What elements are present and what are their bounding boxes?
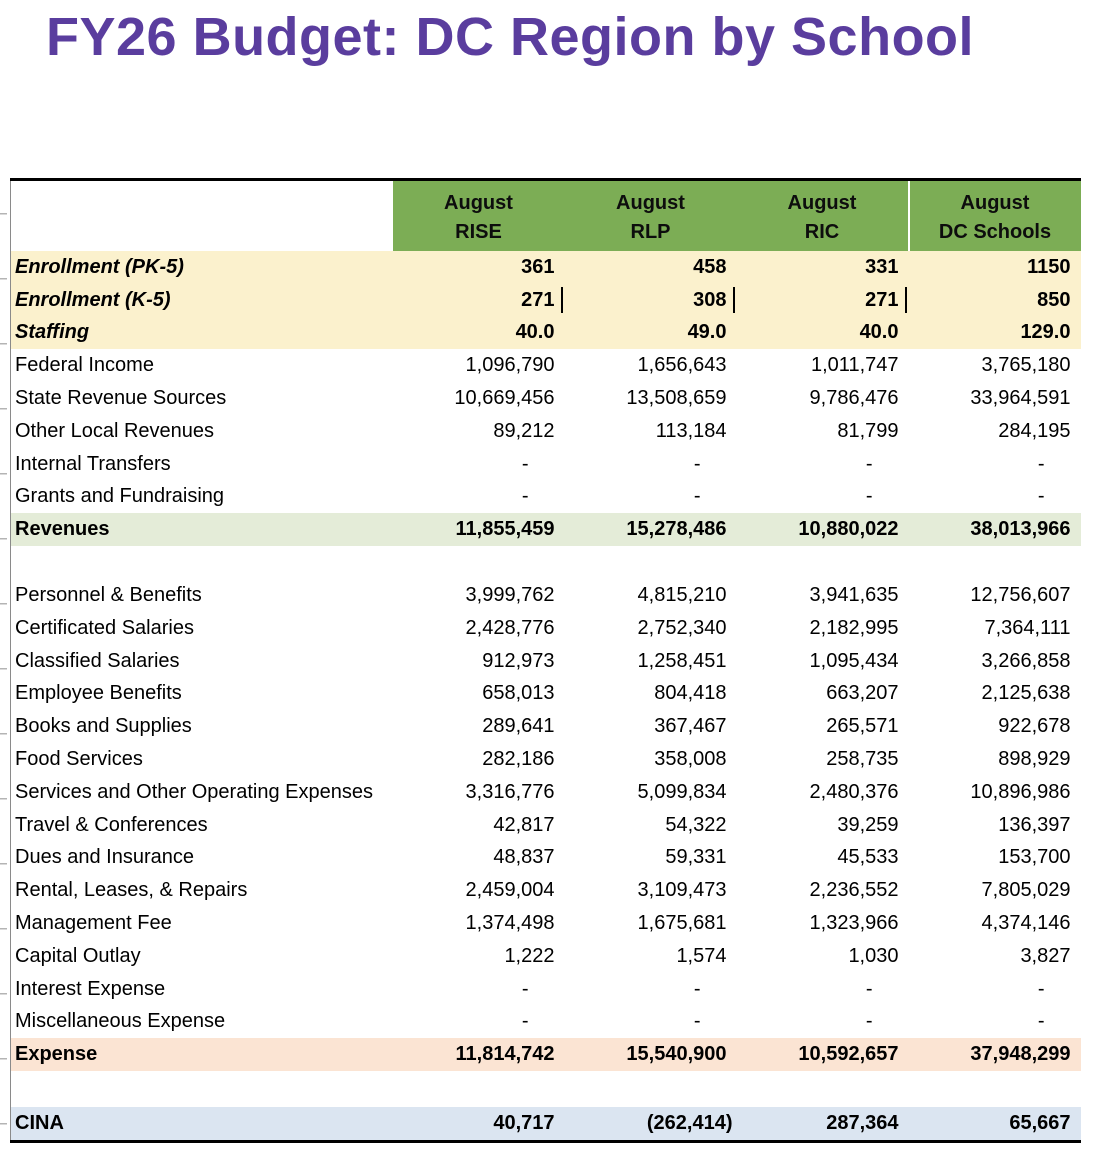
value-cell[interactable]: 2,182,995 bbox=[809, 616, 899, 639]
value-cell[interactable]: 367,467 bbox=[654, 715, 727, 738]
row-label[interactable]: Enrollment (K-5) bbox=[11, 284, 393, 317]
value-cell[interactable]: 45,533 bbox=[837, 846, 899, 869]
row-label[interactable]: Certificated Salaries bbox=[15, 616, 194, 639]
value-cell[interactable]: 89,212 bbox=[493, 419, 555, 442]
header-cell-rlp[interactable] bbox=[565, 180, 737, 252]
row-label[interactable]: Travel & Conferences bbox=[15, 813, 208, 836]
value-cell[interactable]: 1150 bbox=[909, 251, 1081, 284]
header-cell-ric[interactable] bbox=[737, 180, 909, 252]
value-cell[interactable]: - bbox=[865, 977, 873, 1000]
value-cell[interactable]: 898,929 bbox=[998, 748, 1071, 771]
value-cell[interactable] bbox=[393, 284, 565, 317]
row-grants-and-fundraising bbox=[11, 481, 1081, 514]
row-label[interactable]: Expense bbox=[11, 1038, 393, 1071]
header-period: August bbox=[444, 191, 513, 214]
row-dues-and-insurance bbox=[11, 842, 1081, 875]
row-label[interactable]: Dues and Insurance bbox=[15, 846, 195, 869]
row-cina bbox=[11, 1107, 1081, 1141]
value-cell[interactable]: 850 bbox=[909, 284, 1081, 317]
row-state-revenue-sources bbox=[11, 382, 1081, 415]
row-books-and-supplies bbox=[11, 710, 1081, 743]
header-row bbox=[11, 180, 1081, 252]
value-cell[interactable]: 7,364,111 bbox=[984, 616, 1071, 639]
row-enrollment-pk5 bbox=[11, 251, 1081, 284]
value-cell[interactable]: 59,331 bbox=[665, 846, 727, 869]
row-management-fee bbox=[11, 907, 1081, 940]
value-cell[interactable]: 40,717 bbox=[393, 1107, 565, 1141]
value-cell[interactable]: 3,316,776 bbox=[465, 780, 555, 803]
header-period: August bbox=[787, 191, 857, 214]
value-cell[interactable]: 15,540,900 bbox=[565, 1038, 737, 1071]
row-label[interactable]: Interest Expense bbox=[15, 977, 166, 1000]
row-label[interactable]: Services and Other Operating Expenses bbox=[15, 780, 373, 803]
value-cell[interactable]: 3,109,473 bbox=[637, 879, 727, 902]
row-other-local-revenues bbox=[11, 415, 1081, 448]
row-label[interactable]: Rental, Leases, & Repairs bbox=[15, 879, 248, 902]
value-cell[interactable]: 358,008 bbox=[654, 748, 727, 771]
row-label[interactable]: Books and Supplies bbox=[15, 715, 192, 738]
value-cell[interactable]: - bbox=[1037, 1010, 1045, 1033]
header-cell-rise[interactable] bbox=[393, 180, 565, 252]
value-cell[interactable]: - bbox=[1037, 485, 1045, 508]
value-cell[interactable]: - bbox=[1037, 452, 1045, 475]
value-cell[interactable]: 54,322 bbox=[665, 813, 727, 836]
value-cell[interactable]: - bbox=[865, 485, 873, 508]
value-cell[interactable]: 12,756,607 bbox=[970, 584, 1071, 607]
value-cell[interactable]: 40.0 bbox=[737, 317, 909, 350]
value-cell[interactable]: 5,099,834 bbox=[637, 780, 727, 803]
row-enrollment-k5 bbox=[11, 284, 1081, 317]
value-cell[interactable]: 922,678 bbox=[998, 715, 1071, 738]
value-cell[interactable]: - bbox=[521, 452, 529, 475]
value-cell[interactable]: - bbox=[693, 1010, 701, 1033]
budget-table bbox=[10, 178, 1081, 1143]
row-label[interactable]: State Revenue Sources bbox=[15, 387, 227, 410]
row-label[interactable]: Personnel & Benefits bbox=[15, 584, 202, 607]
row-label[interactable]: CINA bbox=[11, 1107, 393, 1141]
value-cell[interactable]: 361 bbox=[393, 251, 565, 284]
spacer-row bbox=[11, 546, 1081, 579]
value-cell[interactable]: 37,948,299 bbox=[909, 1038, 1081, 1071]
value-cell[interactable]: - bbox=[693, 452, 701, 475]
row-label[interactable]: Capital Outlay bbox=[15, 944, 141, 967]
value-cell[interactable]: 912,973 bbox=[482, 649, 555, 672]
cell-cursor-bar bbox=[905, 287, 907, 313]
row-label[interactable]: Grants and Fundraising bbox=[15, 485, 225, 508]
row-employee-benefits bbox=[11, 678, 1081, 711]
value-cell[interactable]: 4,815,210 bbox=[637, 584, 727, 607]
value-cell[interactable]: 7,805,029 bbox=[981, 879, 1071, 902]
row-label[interactable]: Food Services bbox=[15, 748, 143, 771]
cell-cursor-bar bbox=[733, 287, 735, 313]
value-cell[interactable]: 40.0 bbox=[393, 317, 565, 350]
row-label[interactable]: Other Local Revenues bbox=[15, 419, 215, 442]
value-cell[interactable]: 11,855,459 bbox=[393, 513, 565, 546]
value-cell[interactable]: 3,999,762 bbox=[465, 584, 555, 607]
value-cell[interactable]: (262,414) bbox=[565, 1107, 737, 1141]
value-cell[interactable]: - bbox=[693, 977, 701, 1000]
row-federal-income bbox=[11, 349, 1081, 382]
value-cell[interactable]: 1,095,434 bbox=[809, 649, 899, 672]
value-cell[interactable]: 287,364 bbox=[737, 1107, 909, 1141]
header-period: August bbox=[960, 191, 1030, 214]
value-cell[interactable]: 663,207 bbox=[826, 682, 899, 705]
value-cell[interactable]: 4,374,146 bbox=[981, 912, 1071, 935]
value-cell[interactable]: 289,641 bbox=[482, 715, 555, 738]
value-cell[interactable]: 458 bbox=[565, 251, 737, 284]
value-cell[interactable]: 1,323,966 bbox=[809, 912, 899, 935]
row-food-services bbox=[11, 743, 1081, 776]
value-cell[interactable]: 129.0 bbox=[909, 317, 1081, 350]
value-cell[interactable]: 1,374,498 bbox=[465, 912, 555, 935]
value-cell[interactable]: 65,667 bbox=[909, 1107, 1081, 1141]
value-cell[interactable]: 1,574 bbox=[676, 944, 727, 967]
row-interest-expense bbox=[11, 973, 1081, 1006]
value-cell[interactable]: - bbox=[521, 485, 529, 508]
value-cell[interactable]: 258,735 bbox=[826, 748, 899, 771]
row-services-other-operating bbox=[11, 776, 1081, 809]
value-cell[interactable]: 48,837 bbox=[493, 846, 555, 869]
value-cell[interactable]: 1,096,790 bbox=[465, 354, 555, 377]
row-label[interactable]: Internal Transfers bbox=[15, 452, 171, 475]
row-revenues-total bbox=[11, 513, 1081, 546]
value-cell[interactable]: - bbox=[865, 1010, 873, 1033]
header-school: DC Schools bbox=[938, 220, 1052, 243]
page-title: FY26 Budget: DC Region by School bbox=[46, 7, 975, 67]
value-cell[interactable]: - bbox=[693, 485, 701, 508]
value-cell[interactable]: 804,418 bbox=[654, 682, 727, 705]
value-cell[interactable]: 2,480,376 bbox=[809, 780, 899, 803]
value-cell[interactable]: - bbox=[865, 452, 873, 475]
header-school: RLP bbox=[630, 220, 671, 243]
value-cell[interactable]: 2,752,340 bbox=[637, 616, 727, 639]
header-period: August bbox=[616, 191, 685, 214]
row-miscellaneous-expense bbox=[11, 1006, 1081, 1039]
value-cell[interactable]: 42,817 bbox=[493, 813, 555, 836]
value-cell[interactable]: 284,195 bbox=[998, 419, 1071, 442]
value-cell[interactable]: - bbox=[1037, 977, 1045, 1000]
value-cell[interactable]: 38,013,966 bbox=[909, 513, 1081, 546]
row-internal-transfers bbox=[11, 448, 1081, 481]
row-certificated-salaries bbox=[11, 612, 1081, 645]
value-cell[interactable]: 9,786,476 bbox=[809, 387, 899, 410]
value-cell[interactable]: 153,700 bbox=[998, 846, 1071, 869]
value-cell[interactable]: - bbox=[521, 1010, 529, 1033]
header-school: RISE bbox=[455, 220, 502, 243]
value-cell[interactable]: 1,258,451 bbox=[637, 649, 727, 672]
value-cell[interactable]: 265,571 bbox=[826, 715, 899, 738]
value-cell[interactable]: 331 bbox=[737, 251, 909, 284]
value-cell[interactable]: 81,799 bbox=[837, 419, 899, 442]
cell-cursor-bar bbox=[561, 287, 563, 313]
header-cell-blank[interactable] bbox=[11, 180, 393, 252]
header-school: RIC bbox=[804, 220, 840, 243]
value-cell[interactable]: 10,880,022 bbox=[737, 513, 909, 546]
value-cell[interactable]: 2,459,004 bbox=[465, 879, 555, 902]
cell-value: 271 bbox=[521, 288, 555, 311]
cell-value: 271 bbox=[865, 288, 899, 311]
value-cell[interactable]: 13,508,659 bbox=[626, 387, 727, 410]
value-cell[interactable]: 10,896,986 bbox=[970, 780, 1071, 803]
value-cell[interactable]: 3,827 bbox=[1020, 944, 1071, 967]
value-cell[interactable]: 10,592,657 bbox=[737, 1038, 909, 1071]
row-travel-conferences bbox=[11, 809, 1081, 842]
row-personnel-benefits bbox=[11, 579, 1081, 612]
row-label[interactable]: Revenues bbox=[11, 513, 393, 546]
row-label[interactable]: Miscellaneous Expense bbox=[15, 1010, 226, 1033]
value-cell[interactable]: 113,184 bbox=[655, 419, 727, 442]
value-cell[interactable] bbox=[565, 284, 737, 317]
value-cell[interactable]: 1,011,747 bbox=[811, 354, 899, 377]
value-cell[interactable]: 1,030 bbox=[848, 944, 899, 967]
value-cell[interactable]: 1,222 bbox=[504, 944, 555, 967]
row-rental-leases-repairs bbox=[11, 874, 1081, 907]
value-cell[interactable]: 49.0 bbox=[565, 317, 737, 350]
value-cell[interactable]: 658,013 bbox=[482, 682, 555, 705]
value-cell[interactable]: 39,259 bbox=[837, 813, 899, 836]
spacer-row bbox=[11, 1071, 1081, 1107]
row-label[interactable]: Enrollment (PK-5) bbox=[11, 251, 393, 284]
value-cell[interactable]: 136,397 bbox=[998, 813, 1071, 836]
sheet-gridline-ticks bbox=[0, 213, 7, 1138]
row-capital-outlay bbox=[11, 940, 1081, 973]
value-cell[interactable]: - bbox=[521, 977, 529, 1000]
value-cell[interactable]: 282,186 bbox=[482, 748, 555, 771]
row-expense-total bbox=[11, 1038, 1081, 1071]
value-cell[interactable]: 3,266,858 bbox=[981, 649, 1071, 672]
row-staffing bbox=[11, 317, 1081, 350]
value-cell[interactable]: 1,675,681 bbox=[637, 912, 727, 935]
row-label[interactable]: Classified Salaries bbox=[15, 649, 180, 672]
row-label[interactable]: Staffing bbox=[11, 317, 393, 350]
header-cell-dc-schools[interactable] bbox=[909, 180, 1081, 252]
row-classified-salaries bbox=[11, 645, 1081, 678]
cell-value: 308 bbox=[693, 288, 727, 311]
row-label[interactable]: Federal Income bbox=[15, 354, 154, 377]
value-cell[interactable]: 10,669,456 bbox=[454, 387, 555, 410]
value-cell[interactable]: 3,765,180 bbox=[981, 354, 1071, 377]
value-cell[interactable]: 2,428,776 bbox=[465, 616, 555, 639]
value-cell[interactable]: 3,941,635 bbox=[809, 584, 899, 607]
row-label[interactable]: Employee Benefits bbox=[15, 682, 182, 705]
value-cell[interactable]: 2,236,552 bbox=[809, 879, 899, 902]
value-cell[interactable]: 33,964,591 bbox=[970, 387, 1071, 410]
row-label[interactable]: Management Fee bbox=[15, 912, 172, 935]
value-cell[interactable] bbox=[737, 284, 909, 317]
value-cell[interactable]: 11,814,742 bbox=[393, 1038, 565, 1071]
value-cell[interactable]: 1,656,643 bbox=[637, 354, 727, 377]
value-cell[interactable]: 2,125,638 bbox=[981, 682, 1071, 705]
value-cell[interactable]: 15,278,486 bbox=[565, 513, 737, 546]
